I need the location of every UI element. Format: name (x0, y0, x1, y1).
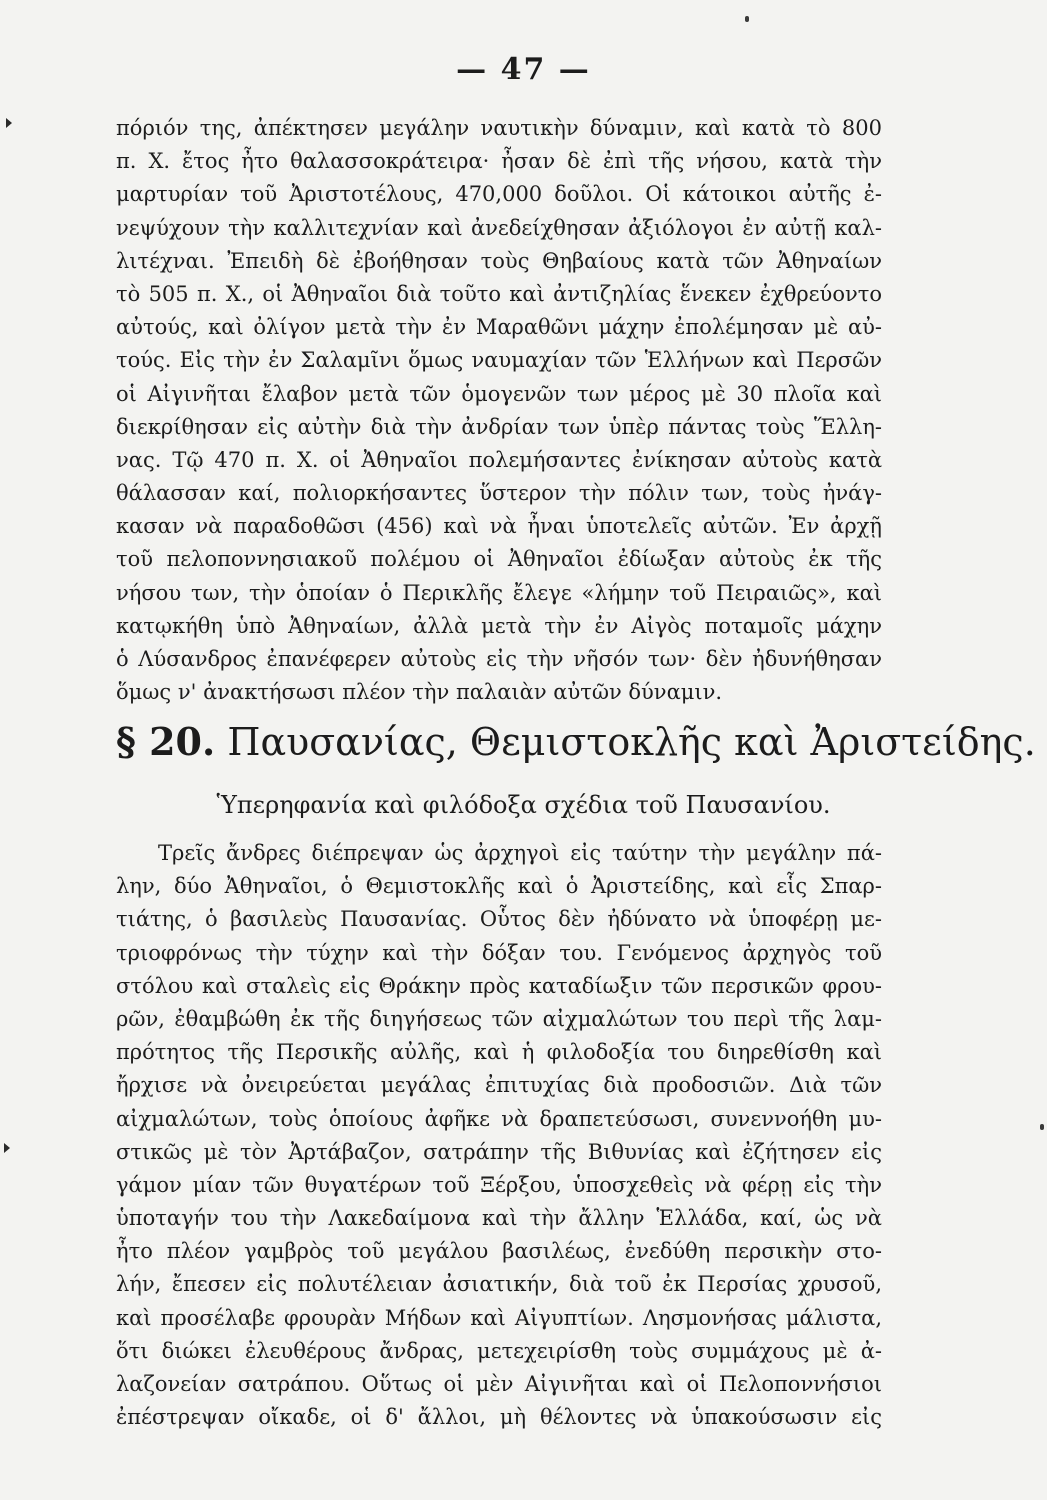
text-line: ἐπέστρεψαν οἴκαδε, οἱ δ' ἄλλοι, μὴ θέλοντες νὰ ὑπακούσωσιν εἰς (116, 1405, 882, 1430)
section-heading (116, 718, 1036, 766)
text-line: κατῳκήθη ὑπὸ Ἀθηναίων, ἀλλὰ μετὰ τὴν ἐν Αἰγὸς ποταμοῖς μάχην (116, 613, 882, 638)
text-line: ἤρχισε νὰ ὀνειρεύεται μεγάλας ἐπιτυχίας διὰ προδοσιῶν. Διὰ τῶν (116, 1073, 882, 1098)
text-line: γάμον μίαν τῶν θυγατέρων τοῦ Ξέρξου, ὑποσχεθεὶς νὰ φέρῃ εἰς τὴν (116, 1172, 882, 1197)
section-number: § 20. (116, 719, 216, 764)
scan-speck (745, 16, 749, 22)
page-number: — 47 — (456, 52, 591, 87)
text-line: στικῶς μὲ τὸν Ἀρτάβαζον, σατράπην τῆς Βιθυνίας καὶ ἐζήτησεν εἰς (116, 1139, 882, 1164)
text-line: Τρεῖς ἄνδρες διέπρεψαν ὡς ἀρχηγοὶ εἰς ταύτην τὴν μεγάλην πά- (158, 841, 882, 865)
text-line: π. Χ. ἔτος ἦτο θαλασσοκράτειρα· ἦσαν δὲ ἐπὶ τῆς νήσου, κατὰ τὴν (116, 149, 882, 174)
text-line: ρῶν, ἐθαμβώθη ἐκ τῆς διηγήσεως τῶν αἰχμαλώτων του περὶ τῆς λαμ- (116, 1006, 882, 1031)
text-line: αὐτούς, καὶ ὀλίγον μετὰ τὴν ἐν Μαραθῶνι μάχην ἐπολέμησαν μὲ αὐ- (116, 315, 882, 340)
text-line: νήσου των, τὴν ὁποίαν ὁ Περικλῆς ἔλεγε «λήμην τοῦ Πειραιῶς», καὶ (116, 580, 882, 605)
section-subtitle: Ὑπερηφανία καὶ φιλόδοξα σχέδια τοῦ Παυσανίου. (216, 791, 831, 819)
text-line: ὑποταγήν του τὴν Λακεδαίμονα καὶ τὴν ἄλλην Ἑλλάδα, καί, ὡς νὰ (116, 1206, 882, 1231)
text-line: τριοφρόνως τὴν τύχην καὶ τὴν δόξαν του. Γενόμενος ἀρχηγὸς τοῦ (116, 940, 882, 965)
text-line: οἱ Αἰγινῆται ἔλαβον μετὰ τῶν ὁμογενῶν των μέρος μὲ 30 πλοῖα καὶ (116, 381, 882, 406)
text-line: ἦτο πλέον γαμβρὸς τοῦ μεγάλου βασιλέως, ἐνεδύθη περσικὴν στο- (116, 1239, 882, 1264)
text-line: μαρτυρίαν τοῦ Ἀριστοτέλους, 470,000 δοῦλοι. Οἱ κάτοικοι αὐτῆς ἐ- (116, 182, 882, 207)
text-line: τὸ 505 π. Χ., οἱ Ἀθηναῖοι διὰ τοῦτο καὶ ἀντιζηλίας ἕνεκεν ἐχθρεύοντο (116, 281, 882, 306)
text-line: λαζονείαν σατράπου. Οὕτως οἱ μὲν Αἰγινῆται καὶ οἱ Πελοποννήσιοι (116, 1372, 882, 1396)
text-line: καὶ προσέλαβε φρουρὰν Μήδων καὶ Αἰγυπτίων. Λησμονήσας μάλιστα, (116, 1305, 882, 1330)
scan-edge-mark (4, 1143, 10, 1153)
body-text-bottom (116, 837, 882, 1434)
text-line: ὅμως ν' ἀνακτήσωσι πλέον τὴν παλαιὰν αὐτῶν δύναμιν. (116, 680, 723, 705)
scan-speck (1040, 1124, 1044, 1130)
text-line: τιάτης, ὁ βασιλεὺς Παυσανίας. Οὗτος δὲν ἠδύνατο νὰ ὑποφέρῃ με- (116, 907, 882, 932)
section-title: Παυσανίας, Θεμιστοκλῆς καὶ Ἀριστείδης. (227, 720, 1036, 764)
scan-edge-mark (6, 118, 12, 128)
text-line: τούς. Εἰς τὴν ἐν Σαλαμῖνι ὅμως ναυμαχίαν τῶν Ἑλλήνων καὶ Περσῶν (116, 348, 882, 373)
text-line: λιτέχναι. Ἐπειδὴ δὲ ἐβοήθησαν τοὺς Θηβαίους κατὰ τῶν Ἀθηναίων (116, 248, 882, 273)
text-line: στόλου καὶ σταλεὶς εἰς Θράκην πρὸς καταδίωξιν τῶν περσικῶν φρου- (116, 973, 882, 998)
text-line: διεκρίθησαν εἰς αὐτὴν διὰ τὴν ἀνδρίαν των ὑπὲρ πάντας τοὺς Ἕλλη- (116, 414, 882, 439)
text-line: λην, δύο Ἀθηναῖοι, ὁ Θεμιστοκλῆς καὶ ὁ Ἀριστείδης, καὶ εἷς Σπαρ- (116, 874, 882, 899)
text-line: ὁ Λύσανδρος ἐπανέφερεν αὐτοὺς εἰς τὴν νῆσόν των· δὲν ἠδυνήθησαν (116, 647, 882, 671)
text-line: κασαν νὰ παραδοθῶσι (456) καὶ νὰ ἦναι ὑποτελεῖς αὐτῶν. Ἐν ἀρχῇ (116, 514, 882, 539)
body-text-top (116, 112, 882, 709)
text-line: αἰχμαλώτων, τοὺς ὁποίους ἀφῆκε νὰ δραπετεύσωσι, συνεννοήθη μυ- (116, 1106, 882, 1131)
text-line: ὅτι διώκει ἐλευθέρους ἄνδρας, μετεχειρίσθη τοὺς συμμάχους μὲ ἀ- (116, 1338, 882, 1363)
text-line: πόριόν της, ἀπέκτησεν μεγάλην ναυτικὴν δύναμιν, καὶ κατὰ τὸ 800 (116, 116, 882, 140)
text-line: θάλασσαν καί, πολιορκήσαντες ὕστερον τὴν πόλιν των, τοὺς ἠνάγ- (116, 481, 882, 506)
text-line: τοῦ πελοποννησιακοῦ πολέμου οἱ Ἀθηναῖοι ἐδίωξαν αὐτοὺς ἐκ τῆς (116, 547, 882, 572)
text-line: νας. Τῷ 470 π. Χ. οἱ Ἀθηναῖοι πολεμήσαντες ἐνίκησαν αὐτοὺς κατὰ (116, 447, 882, 472)
text-line: νεψύχουν τὴν καλλιτεχνίαν καὶ ἀνεδείχθησαν ἀξιόλογοι ἐν αὐτῇ καλ- (116, 215, 882, 240)
text-line: πρότητος τῆς Περσικῆς αὐλῆς, καὶ ἡ φιλοδοξία του διηρεθίσθη καὶ (116, 1040, 882, 1065)
text-line: λήν, ἔπεσεν εἰς πολυτέλειαν ἀσιατικήν, διὰ τοῦ ἐκ Περσίας χρυσοῦ, (116, 1272, 882, 1297)
